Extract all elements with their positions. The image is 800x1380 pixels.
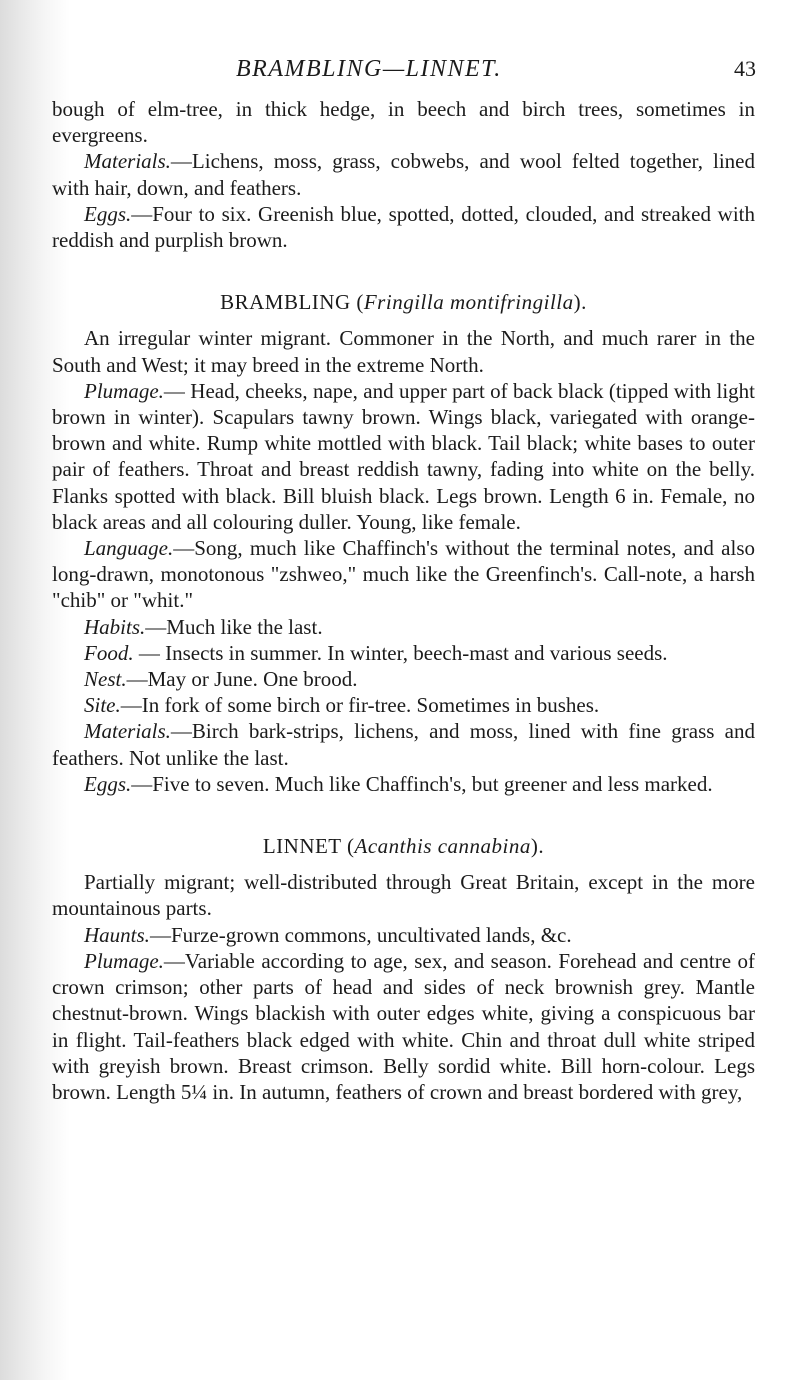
linnet-scientific-name: Acanthis cannabina (354, 834, 531, 859)
linnet-heading: LINNET (Acanthis cannabina). (262, 834, 545, 859)
plumage-label: Plumage. (84, 948, 164, 973)
brambling-eggs-paragraph: Eggs.—Five to seven. Much like Chaffinch's, but greener and less marked. (84, 771, 713, 796)
brambling-scientific-name: Fringilla montifringilla (363, 290, 574, 315)
body-text (52, 96, 755, 1105)
page-number: 43 (734, 56, 756, 81)
page-header (0, 56, 800, 86)
brambling-nest-paragraph: Nest.—May or June. One brood. (84, 667, 358, 692)
nest-label: Nest. (84, 667, 127, 692)
materials-label: Materials. (84, 719, 171, 744)
brambling-language-paragraph: Language.—Song, much like Chaffinch's without the terminal notes, and also long-drawn, monotonous "zshweo," much like the Greenfinch's. Call-note, a harsh "chib" or "whit." (52, 536, 755, 613)
haunts-label: Haunts. (84, 922, 150, 947)
habits-label: Habits. (84, 614, 146, 639)
linnet-plumage-paragraph: Plumage.—Variable according to age, sex, and season. Forehead and centre of crown crimson; other parts of head and sides of neck brownish grey. Mantle chestnut-brown. Wings blackish with outer edges white, giving a conspicuous bar in flight. Tail-feathers black edged with white. Chin and throat dull white striped with greyish brown. Breast crimson. Belly sordid white. Bill horn-colour. Legs brown. Length 5¼ in. In autumn, feathers of crown and breast bordered with grey, (52, 948, 755, 1104)
site-label: Site. (84, 693, 121, 718)
eggs-label: Eggs. (84, 771, 132, 796)
eggs-label: Eggs. (84, 201, 132, 226)
continued-site-paragraph: bough of elm-tree, in thick hedge, in beech and birch trees, sometimes in evergreens. (52, 97, 755, 148)
linnet-intro: Partially migrant; well-distributed through Great Britain, except in the more mountainous parts. (52, 870, 755, 921)
brambling-habits-paragraph: Habits.—Much like the last. (84, 614, 323, 639)
brambling-site-paragraph: Site.—In fork of some birch or fir-tree. Sometimes in bushes. (84, 693, 600, 718)
brambling-heading: BRAMBLING (Fringilla montifringilla). (220, 290, 587, 315)
brambling-intro: An irregular winter migrant. Commoner in the North, and much rarer in the South and West; it may breed in the extreme North. (52, 326, 755, 377)
linnet-haunts-paragraph: Haunts.—Furze-grown commons, uncultivated lands, &c. (84, 922, 572, 947)
language-label: Language. (84, 536, 174, 561)
brambling-materials-paragraph: Materials.—Birch bark-strips, lichens, and moss, lined with fine grass and feathers. Not unlike the last. (52, 719, 755, 770)
continued-materials-paragraph: Materials.—Lichens, moss, grass, cobwebs, and wool felted together, lined with hair, down, and feathers. (52, 149, 755, 200)
running-head: BRAMBLING—LINNET. (236, 56, 502, 82)
continued-eggs-paragraph: Eggs.—Four to six. Greenish blue, spotted, dotted, clouded, and streaked with reddish and purplish brown. (52, 201, 755, 253)
brambling-food-paragraph: Food. — Insects in summer. In winter, beech-mast and various seeds. (84, 640, 668, 665)
plumage-label: Plumage. (84, 378, 164, 403)
materials-label: Materials. (84, 149, 171, 174)
food-label: Food. (84, 640, 134, 665)
brambling-plumage-paragraph: Plumage.— Head, cheeks, nape, and upper part of back black (tipped with light brown in winter). Scapulars tawny brown. Wings black, variegated with orange-brown and white. Rump white mottled with black. Tail black; white bases to outer pair of feathers. Throat and breast reddish tawny, fading into white on the belly. Flanks spotted with black. Bill bluish black. Legs brown. Length 6 in. Female, no black areas and all colouring duller. Young, like female. (52, 378, 755, 534)
